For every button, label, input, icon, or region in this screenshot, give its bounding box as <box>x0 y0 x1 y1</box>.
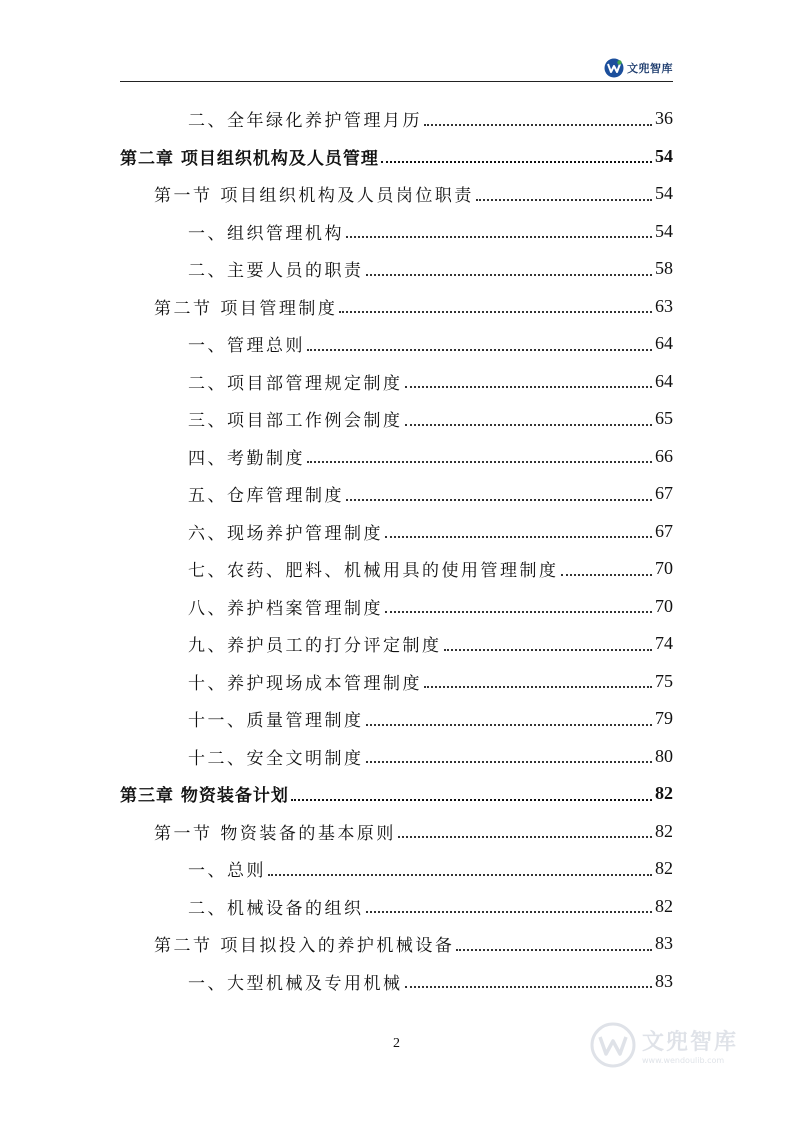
watermark <box>590 1022 738 1068</box>
toc-dot-leader <box>476 199 652 201</box>
toc-entry[interactable] <box>120 963 673 1001</box>
toc-dot-leader <box>268 874 652 876</box>
toc-entry[interactable] <box>120 363 673 401</box>
toc-entry-page: 82 <box>655 858 673 879</box>
toc-dot-leader <box>366 761 653 763</box>
toc-dot-leader <box>381 161 652 163</box>
toc-entry-title: 四、考勤制度 <box>188 448 305 469</box>
toc-entry-title: 二、主要人员的职责 <box>188 261 364 282</box>
toc-entry-title: 九、养护员工的打分评定制度 <box>188 636 442 657</box>
toc-entry-page: 64 <box>655 370 673 391</box>
toc-entry-page: 63 <box>655 295 673 316</box>
toc-dot-leader <box>456 949 652 951</box>
toc-entry-title: 二、全年绿化养护管理月历 <box>188 111 422 132</box>
toc-entry[interactable] <box>120 288 673 326</box>
header-logo-text: 文兜智库 <box>627 62 673 75</box>
toc-entry-title: 十二、安全文明制度 <box>188 748 364 769</box>
toc-entry-title: 五、仓库管理制度 <box>188 486 344 507</box>
toc-dot-leader <box>405 986 653 988</box>
toc-dot-leader <box>398 836 652 838</box>
toc-entry[interactable] <box>120 100 673 138</box>
toc-entry[interactable] <box>120 700 673 738</box>
toc-dot-leader <box>424 124 652 126</box>
toc-entry-title: 第二章 项目组织机构及人员管理 <box>120 148 379 169</box>
toc-entry[interactable] <box>120 588 673 626</box>
toc-entry-title: 第一节 项目组织机构及人员岗位职责 <box>154 186 474 207</box>
toc-entry-page: 75 <box>655 670 673 691</box>
wendou-logo-icon <box>604 58 624 78</box>
toc-entry[interactable] <box>120 738 673 776</box>
toc-entry-title: 一、管理总则 <box>188 336 305 357</box>
toc-entry-page: 80 <box>655 745 673 766</box>
toc-entry-title: 第三章 物资装备计划 <box>120 786 289 807</box>
toc-dot-leader <box>385 536 652 538</box>
toc-entry[interactable] <box>120 663 673 701</box>
toc-dot-leader <box>366 274 653 276</box>
toc-entry-page: 83 <box>655 970 673 991</box>
page-number: 2 <box>393 1036 400 1051</box>
toc-entry-title: 第一节 物资装备的基本原则 <box>154 823 396 844</box>
toc-entry-page: 67 <box>655 520 673 541</box>
toc-dot-leader <box>307 349 652 351</box>
toc-entry-page: 82 <box>655 895 673 916</box>
toc-entry-page: 79 <box>655 708 673 729</box>
toc-entry-page: 36 <box>655 108 673 129</box>
toc-dot-leader <box>366 911 653 913</box>
toc-entry[interactable] <box>120 325 673 363</box>
header-rule <box>120 81 673 82</box>
toc-entry-title: 三、项目部工作例会制度 <box>188 411 403 432</box>
toc-entry[interactable] <box>120 850 673 888</box>
toc-entry[interactable] <box>120 513 673 551</box>
toc-entry-page: 70 <box>655 595 673 616</box>
toc-entry[interactable] <box>120 175 673 213</box>
toc-entry-title: 六、现场养护管理制度 <box>188 523 383 544</box>
toc-entry[interactable] <box>120 138 673 176</box>
toc-entry[interactable] <box>120 813 673 851</box>
toc-dot-leader <box>307 461 652 463</box>
toc-entry-page: 54 <box>655 145 673 166</box>
toc-dot-leader <box>405 386 653 388</box>
toc-dot-leader <box>385 611 652 613</box>
toc-entry-title: 第二节 项目管理制度 <box>154 298 338 319</box>
toc-entry-page: 74 <box>655 633 673 654</box>
toc-entry-page: 83 <box>655 933 673 954</box>
toc-dot-leader <box>561 574 653 576</box>
toc-entry[interactable] <box>120 775 673 813</box>
watermark-text: 文兜智库 <box>642 1030 739 1055</box>
toc-entry-title: 一、大型机械及专用机械 <box>188 973 403 994</box>
toc-entry-title: 二、机械设备的组织 <box>188 898 364 919</box>
toc-dot-leader <box>424 686 652 688</box>
watermark-logo-icon <box>590 1022 636 1068</box>
toc-entry[interactable] <box>120 925 673 963</box>
toc-dot-leader <box>346 499 652 501</box>
toc-dot-leader <box>346 236 652 238</box>
watermark-url: www.wendoulib.com <box>642 1056 725 1065</box>
toc-entry[interactable] <box>120 625 673 663</box>
toc-entry-title: 七、农药、肥料、机械用具的使用管理制度 <box>188 561 559 582</box>
toc-entry-page: 54 <box>655 220 673 241</box>
toc-entry[interactable] <box>120 475 673 513</box>
toc-entry-page: 82 <box>655 820 673 841</box>
toc-entry[interactable] <box>120 888 673 926</box>
toc-entry-page: 67 <box>655 483 673 504</box>
toc-entry-page: 66 <box>655 445 673 466</box>
toc-entry-title: 十一、质量管理制度 <box>188 711 364 732</box>
toc-entry[interactable] <box>120 438 673 476</box>
toc-dot-leader <box>291 799 652 801</box>
toc-entry[interactable] <box>120 550 673 588</box>
toc-dot-leader <box>339 311 652 313</box>
toc-entry-page: 54 <box>655 183 673 204</box>
toc-entry[interactable] <box>120 250 673 288</box>
table-of-contents <box>120 100 673 1000</box>
toc-entry-title: 一、总则 <box>188 861 266 882</box>
toc-entry[interactable] <box>120 400 673 438</box>
toc-entry-title: 十、养护现场成本管理制度 <box>188 673 422 694</box>
toc-entry-title: 二、项目部管理规定制度 <box>188 373 403 394</box>
toc-dot-leader <box>405 424 653 426</box>
toc-dot-leader <box>366 724 653 726</box>
toc-entry-page: 65 <box>655 408 673 429</box>
toc-entry-title: 第二节 项目拟投入的养护机械设备 <box>154 936 455 957</box>
toc-entry-title: 八、养护档案管理制度 <box>188 598 383 619</box>
page-header <box>120 58 673 82</box>
toc-entry-page: 82 <box>655 783 673 804</box>
toc-entry-title: 一、组织管理机构 <box>188 223 344 244</box>
toc-entry[interactable] <box>120 213 673 251</box>
toc-entry-page: 70 <box>655 558 673 579</box>
header-logo <box>604 58 673 78</box>
toc-entry-page: 58 <box>655 258 673 279</box>
toc-entry-page: 64 <box>655 333 673 354</box>
toc-dot-leader <box>444 649 653 651</box>
